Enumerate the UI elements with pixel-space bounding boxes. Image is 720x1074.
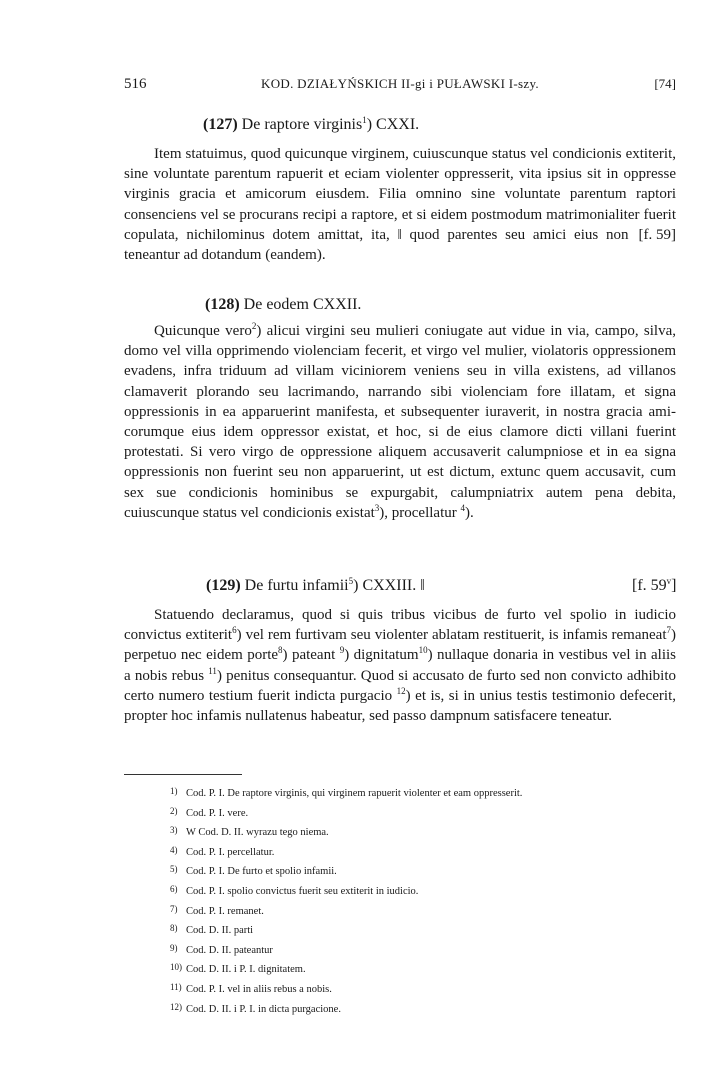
running-header [124, 76, 676, 98]
paragraph-text: Quicunque vero [154, 323, 252, 339]
footnote-mark: 10) [170, 962, 182, 973]
paragraph-text: penitus consequantur. Quod si accusato de furto sed non convicto adhibito certo numero testium fuerit indicta purgacio [124, 667, 676, 704]
footnote-ref: 6 [232, 625, 237, 636]
section-title: De raptore virginis [241, 116, 363, 133]
footnote-text: Cod. D. II. pateantur [186, 944, 273, 956]
footnote-mark: 7) [170, 903, 178, 914]
footnote [170, 881, 690, 901]
footnote-text: Cod. P. I. vel in aliis rebus a nobis. [186, 983, 332, 995]
footnote-ref: 1 [362, 115, 367, 125]
footnote-ref: 8 [278, 645, 283, 656]
footnote-mark: 5) [170, 864, 178, 875]
section-heading-129: (129) De furtu infamii$^5$) CXXIII. ‖ [f. 59$^v$] [206, 576, 677, 594]
page-number: 516 [124, 76, 147, 92]
paragraph-text: et is, si in unius testis testimonio defecerit, propter hoc infamis nullatenus habeatur, sed passo dampnum satisfacere teneatur. [124, 687, 676, 725]
footnote-text: Cod. P. I. remanet. [186, 905, 264, 917]
footnote-text: W Cod. D. II. wyrazu tego niema. [186, 827, 329, 839]
section-roman-number: CXXIII. ‖ [362, 577, 425, 594]
footnote-ref: 5 [348, 576, 354, 586]
footnote [170, 803, 690, 823]
footnote-text: Cod. P. I. De furto et spolio infamii. [186, 866, 337, 878]
folio-text: [f. 59 [632, 577, 667, 594]
paragraph-text: alicui virgini seu mulieri coniugate aut vidue in via, campo, silva, domo vel villa opprimendo violenciam fecerit, et virgo vel mulier, violatoris oppressionem evadens, infra triduum ad villam viciniorem veniens seu in villa existens, ad villanos clamaverit plorando seu lacrimando, narrando sibi violenciam fore illatam, et signa oppressionis in ea apparuerint manifesta, et subsequenter iuraverit, in nostra gracia amicorumque eius idem oppressor existat, et hoc, si de eius clamore dicti villani fuerint protestati. Si vero virgo de oppressione aliquem accusaverit calumpniose et in ea signa oppressionis non fuerint seu non apparuerint, ut est dictum, extunc quem accusavit, cum sex sue condicionis hominibus se expurgabit, calumpniatrix autem pena debita, cuiuscunque status vel condicionis existat [124, 323, 677, 521]
footnote-ref: 2 [251, 321, 257, 331]
footnote-mark: 9) [170, 942, 178, 953]
running-title: KOD. DZIAŁYŃSKICH II-gi i PUŁAWSKI I-szy. [261, 76, 539, 91]
footnote [170, 822, 690, 842]
paragraph-text: , procellatur [384, 504, 457, 521]
footnote-separator [124, 774, 242, 775]
paragraph-text: Item statuimus, quod quicunque virginem, cuiuscunque status vel condicionis extiterit, sine voluntate parentum rapuerit et eciam violenter oppresserit, vita ipsius sit in oppresse virginis gracia et amicorum eiusdem. Filia omnino sine voluntate parentum raptori consenciens vel se procurans recipi a raptore, et si eidem postmodum matrimonialiter fuerit copulata, nichilominus dotem amittat, ita, ‖ quod parentes seu [124, 146, 676, 243]
footnote-text: Cod. D. II. i P. I. in dicta purgacione. [186, 1003, 341, 1015]
paragraph-text: vel rem furtivam seu violenter ablatam restituerit, is infamis remaneat [241, 627, 667, 644]
footnote [170, 999, 690, 1019]
footnote [170, 959, 690, 979]
folio-marker: [f. 59] [638, 226, 676, 243]
footnote [170, 940, 690, 960]
section-roman-number: CXXI. [376, 116, 420, 133]
footnote-ref: 7 [666, 625, 671, 636]
footnote-text: Cod. P. I. spolio convictus fuerit seu extiterit in iudicio. [186, 885, 419, 897]
paragraph-127 [124, 144, 676, 265]
paragraph-text: dignitatum [349, 647, 419, 664]
section-number: (129) [206, 577, 241, 594]
footnote-mark: 11) [170, 981, 182, 992]
footnote [170, 842, 690, 862]
footnote-text: Cod. D. II. i P. I. dignitatem. [186, 964, 306, 976]
paragraph-text: ). [465, 504, 474, 521]
section-number: (127) [203, 116, 238, 133]
footnotes [170, 783, 690, 1018]
footnote [170, 783, 690, 803]
section-title: De eodem CXXII. [243, 296, 362, 313]
footnote-mark: 8) [170, 923, 178, 934]
paragraph-text: amici eius non teneantur ad dotandum (eandem). [124, 226, 629, 264]
footnote-text: Cod. D. II. parti [186, 925, 254, 937]
footnote-ref: 12 [396, 685, 406, 696]
signature-mark: [74] [654, 76, 676, 91]
footnote-mark: 1) [170, 786, 178, 796]
section-number: (128) [205, 296, 240, 313]
footnote-mark: 4) [170, 844, 178, 855]
paragraph-text: pateant [287, 647, 336, 664]
footnote-ref: 3 [374, 502, 380, 513]
paragraph-129: Statuendo declaramus, quod si quis tribus vicibus de furto vel spolio in iudicio convictus extiterit$^6$) vel rem furtivam seu violenter ablatam restituerit, is infamis remaneat$^7$) perpetuo nec eidem porte$^8$) pateant $^9$) dignitatum$^{10}$) nullaque donaria in vestibus vel in aliis a nobis rebus $^{11}$) penitus consequantur. Quod si accusato de furto sed non convicto adhibito certo numero testium fuerit indicta purgacio $^{12}$) et is, si in unius testis testimonio defecerit, propter hoc infamis nullatenus habeatur, sed passo dampnum satisfacere teneatur. [124, 607, 676, 725]
footnote-mark: 2) [170, 805, 178, 816]
folio-marker [632, 577, 676, 595]
footnote [170, 861, 690, 881]
footnote-ref: 9 [339, 645, 345, 656]
footnote [170, 979, 690, 999]
section-title: De furtu infamii [244, 577, 349, 594]
folio-superscript: v [666, 576, 672, 586]
footnote-mark: 12) [170, 1001, 182, 1012]
footnote-text: Cod. P. I. percellatur. [186, 846, 275, 858]
paragraph-text: nullaque donaria in vestibus vel in aliis a nobis rebus [124, 647, 676, 684]
footnote [170, 901, 690, 921]
footnote-mark: 6) [170, 883, 178, 894]
section-heading-128 [205, 296, 361, 314]
footnote-ref: 11 [208, 665, 217, 676]
section-heading-127: (127) De raptore virginis$^1$) CXXI. [203, 115, 420, 133]
paragraph-text: perpetuo nec eidem porte [124, 647, 279, 664]
footnote-mark: 3) [170, 825, 178, 836]
paragraph-text: Statuendo declaramus, quod si quis tribus vicibus de furto vel spolio in iudicio convictus extiterit [124, 607, 676, 644]
footnote [170, 920, 690, 940]
folio-bracket: ] [671, 577, 677, 594]
footnote-ref: 10 [418, 645, 428, 656]
footnote-text: Cod. P. I. De raptore virginis, qui virginem rapuerit violenter et eam oppresserit. [186, 788, 523, 799]
footnote-ref: 4 [460, 502, 465, 513]
footnote-text: Cod. P. I. vere. [186, 807, 249, 819]
paragraph-128: Quicunque vero$^2$) alicui virgini seu mulieri coniugate aut vidue in via, campo, silva, domo vel villa opprimendo violenciam fecerit, et virgo vel mulier, violatoris oppressionem evadens, infra triduum ad villam viciniorem veniens seu in villa existens, ad villanos clamaverit plorando seu lacrimando, narrando sibi violenciam fore illatam, et signa oppressionis in ea apparuerint manifesta, et subsequenter iuraverit, in nostra gracia amicorumque eius idem oppressor existat, et hoc, si de eius clamore dicti villani fuerint protestati. Si vero virgo de oppressione aliquem accusaverit calumpniose et in ea signa oppressionis non fuerint seu non apparuerint, ut est dictum, extunc quem accusavit, cum sex sue condicionis hominibus se expurgabit, calumpniatrix autem pena debita, cuiuscunque status vel condicionis existat$^3$), procellatur $^4$). [124, 321, 677, 521]
